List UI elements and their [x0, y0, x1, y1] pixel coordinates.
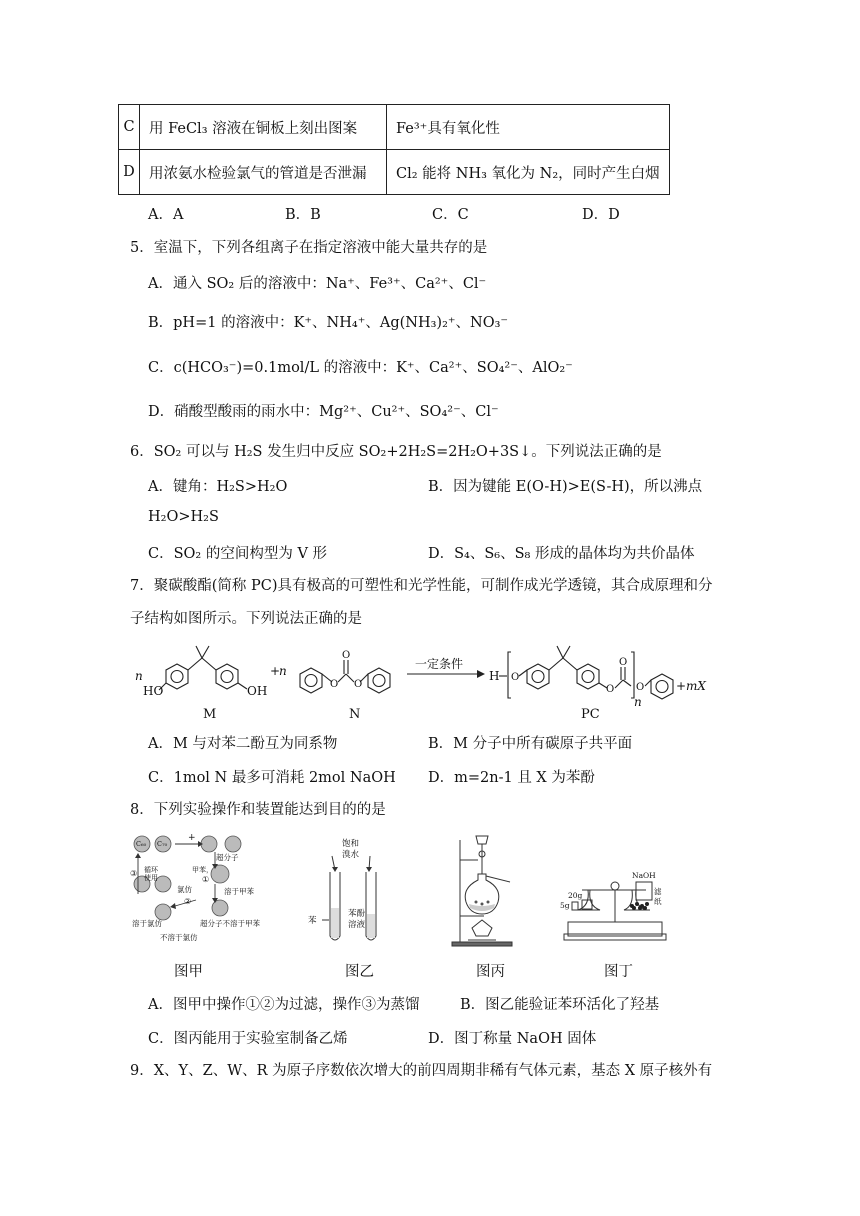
yi-baohe: 饱和 [342, 839, 360, 849]
scheme-n3: n [634, 695, 642, 709]
q5-option-a[interactable]: A．通入 SO₂ 后的溶液中：Na⁺、Fe³⁺、Ca²⁺、Cl⁻ [148, 276, 487, 292]
q7-option-a[interactable]: A．M 与对苯二酚互为同系物 [148, 736, 338, 752]
jia-n3: ③ [130, 869, 138, 878]
caption-jia: 图甲 [174, 964, 203, 980]
jia-bu-lf: 不溶于氯仿 [160, 933, 198, 942]
scheme-o5: O [606, 684, 615, 695]
q7-stem-line2: 子结构如图所示。下列说法正确的是 [130, 611, 362, 627]
q8-stem: 8．下列实验操作和装置能达到目的的是 [130, 802, 386, 818]
jia-shiyong: 使用 [144, 874, 158, 882]
yi-xiushui: 溴水 [342, 850, 360, 860]
scheme-h: H [489, 669, 500, 683]
q4-option-d[interactable]: D．D [582, 207, 620, 223]
table-row [119, 105, 670, 150]
yi-ben: 苯 [308, 916, 317, 926]
q8-option-b[interactable]: B．图乙能验证苯环活化了羟基 [460, 997, 660, 1013]
label-n: N [349, 707, 361, 722]
figure-bing [448, 832, 520, 950]
yi-benfen: 苯酚 [348, 909, 366, 919]
q9-stem: 9．X、Y、Z、W、R 为原子序数依次增大的前四周期非稀有气体元素，基态 X 原子核外有 [130, 1063, 713, 1079]
ding-zhi: 纸 [654, 897, 662, 906]
yi-rongye: 溶液 [348, 920, 366, 930]
q5-option-d[interactable]: D．硝酸型酸雨的雨水中：Mg²⁺、Cu²⁺、SO₄²⁻、Cl⁻ [148, 404, 499, 420]
figure-jia [130, 830, 260, 948]
q6-option-b-continued: H₂O>H₂S [148, 509, 219, 525]
q5-option-b[interactable]: B．pH=1 的溶液中：K⁺、NH₄⁺、Ag(NH₃)₂⁺、NO₃⁻ [148, 315, 509, 331]
q4-option-a[interactable]: A．A [148, 207, 184, 223]
q5-option-c[interactable]: C．c(HCO₃⁻)=0.1mol/L 的溶液中：K⁺、Ca²⁺、SO₄²⁻、AlO₂⁻ [148, 360, 573, 376]
ding-lv: 滤 [654, 887, 662, 896]
scheme-o3: O [342, 650, 351, 661]
jia-n1: ① [202, 875, 210, 884]
q6-option-a[interactable]: A．键角：H₂S>H₂O [148, 479, 288, 495]
q7-option-d[interactable]: D．m=2n-1 且 X 为苯酚 [428, 770, 595, 786]
scheme-o1: O [330, 679, 339, 690]
q4-option-b[interactable]: B．B [285, 207, 321, 223]
jia-xunhuan: 循环 [144, 866, 158, 874]
q4-option-c[interactable]: C．C [432, 207, 469, 223]
scheme-o7: O [636, 682, 645, 693]
row-letter: D [119, 150, 140, 195]
q8-option-a[interactable]: A．图甲中操作①②为过滤，操作③为蒸馏 [148, 997, 420, 1013]
scheme-mx: +mX [676, 679, 706, 693]
table-row [119, 150, 670, 195]
row-reason: Cl₂ 能将 NH₃ 氧化为 N₂，同时产生白烟 [387, 150, 670, 195]
row-reason: Fe³⁺具有氧化性 [387, 105, 670, 150]
ding-5g: 5g [560, 901, 570, 910]
scheme-o4: O [511, 672, 520, 683]
jia-n2: ② [184, 897, 192, 906]
q7-stem-line1: 7．聚碳酸酯(简称 PC)具有极高的可塑性和光学性能，可制作成光学透镜，其合成原理和分 [130, 578, 713, 594]
q6-option-d[interactable]: D．S₄、S₆、S₈ 形成的晶体均为共价晶体 [428, 546, 695, 562]
scheme-oh: OH [247, 684, 268, 698]
ding-20g: 20g [568, 891, 583, 900]
ding-naoh: NaOH [632, 871, 656, 880]
scheme-n1: n [135, 669, 143, 683]
q6-option-c[interactable]: C．SO₂ 的空间构型为 V 形 [148, 546, 328, 562]
scheme-condition: 一定条件 [415, 657, 464, 671]
caption-yi: 图乙 [345, 964, 374, 980]
jia-rong-jb: 溶于甲苯 [224, 887, 254, 896]
figure-yi [308, 836, 398, 948]
figure-ding [560, 840, 668, 944]
q6-stem: 6．SO₂ 可以与 H₂S 发生归中反应 SO₂+2H₂S=2H₂O+3S↓。下列说法正确的是 [130, 444, 662, 460]
label-pc: PC [581, 707, 600, 722]
q7-option-b[interactable]: B．M 分子中所有碳原子共平面 [428, 736, 633, 752]
jia-chao: 超分子 [216, 853, 239, 862]
q6-option-b[interactable]: B．因为键能 E(O-H)>E(S-H)，所以沸点 [428, 479, 703, 495]
row-operation: 用 FeCl₃ 溶液在铜板上刻出图案 [140, 105, 387, 150]
scheme-plus: + [270, 664, 281, 678]
caption-bing: 图丙 [476, 964, 505, 980]
caption-ding: 图丁 [604, 964, 633, 980]
jia-bu-jb: 超分子不溶于甲苯 [200, 919, 260, 928]
answer-table [118, 104, 670, 195]
scheme-n2: n [279, 664, 287, 678]
q8-option-c[interactable]: C．图丙能用于实验室制备乙烯 [148, 1031, 348, 1047]
jia-jiaben: 甲苯， [192, 866, 213, 874]
pc-synthesis-scheme [125, 640, 725, 722]
q5-stem: 5．室温下，下列各组离子在指定溶液中能大量共存的是 [130, 240, 488, 256]
row-letter: C [119, 105, 140, 150]
jia-plus: + [188, 833, 196, 843]
q8-option-d[interactable]: D．图丁称量 NaOH 固体 [428, 1031, 597, 1047]
scheme-o6: O [619, 657, 628, 668]
scheme-o2: O [354, 679, 363, 690]
row-operation: 用浓氨水检验氯气的管道是否泄漏 [140, 150, 387, 195]
jia-rong-lf: 溶于氯仿 [132, 919, 162, 928]
scheme-ho: HO [143, 684, 164, 698]
label-m: M [203, 707, 217, 722]
jia-c70-a: C₇₀ [157, 840, 168, 848]
jia-luf: 氯仿 [177, 885, 192, 894]
jia-c60-a: C₆₀ [136, 840, 147, 848]
q7-option-c[interactable]: C．1mol N 最多可消耗 2mol NaOH [148, 770, 396, 786]
